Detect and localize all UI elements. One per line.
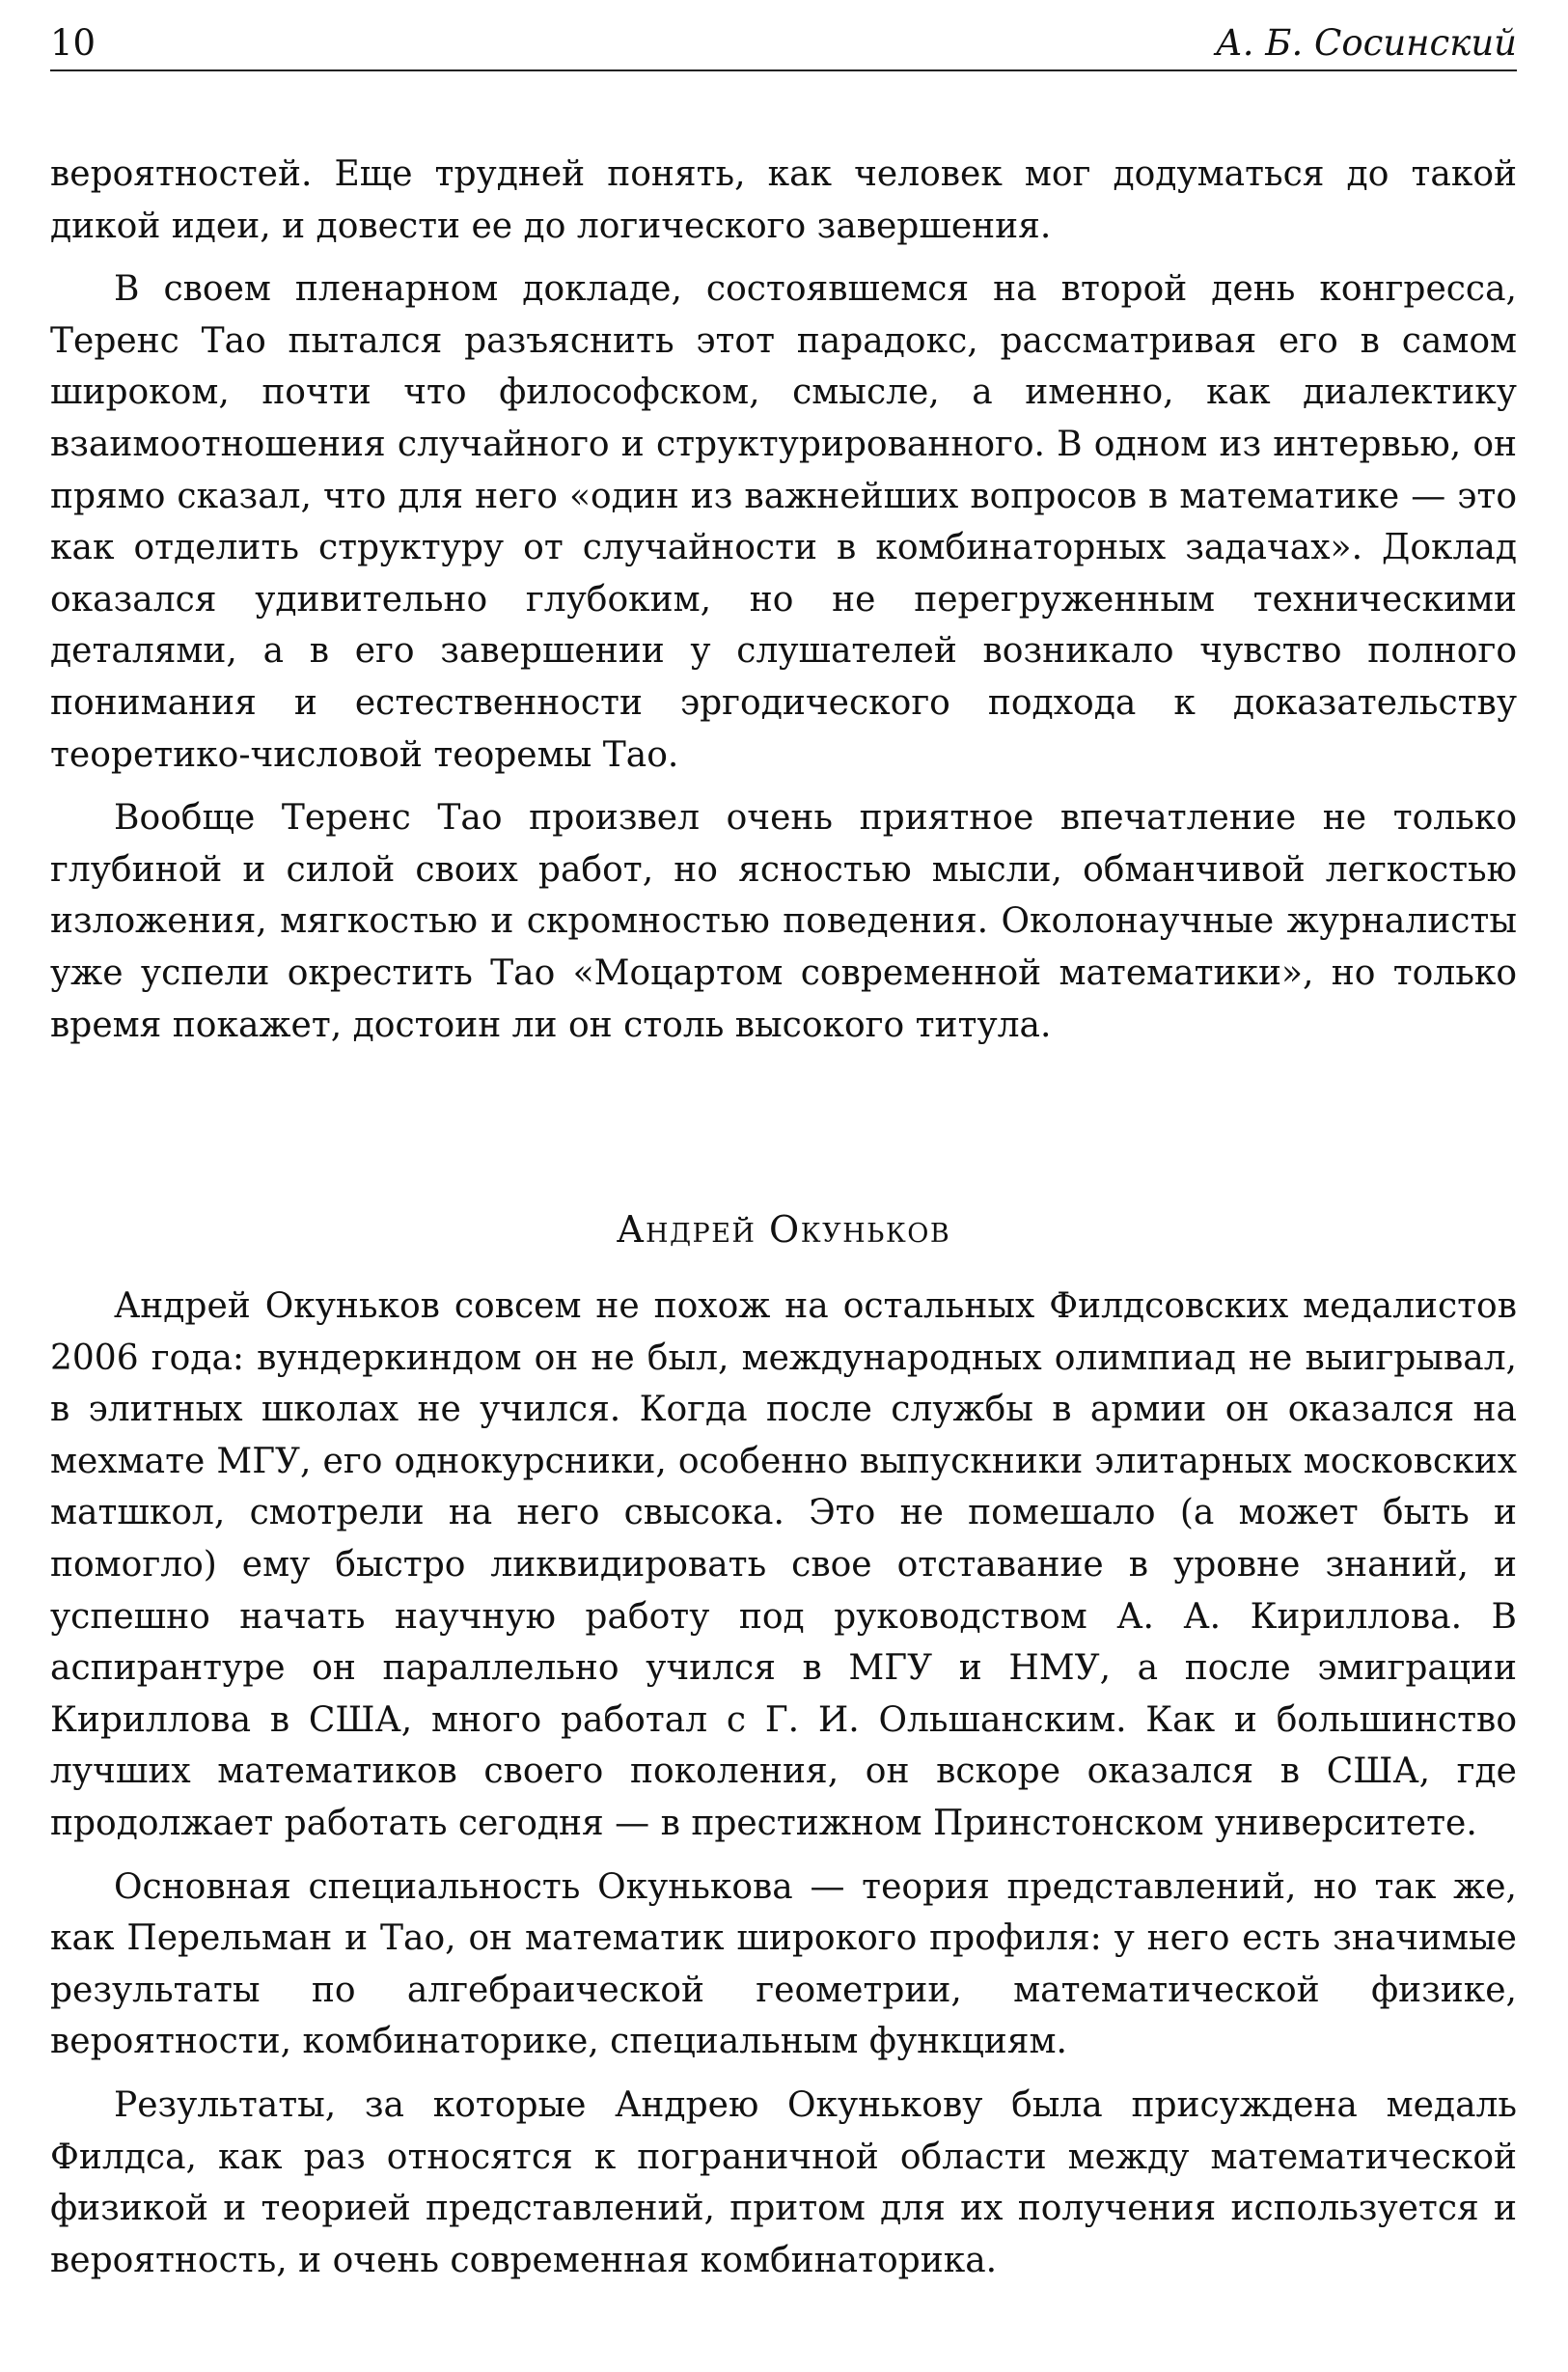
section-heading: Андрей Окуньков (616, 1208, 951, 1252)
paragraph-okounkov-specialty: Основная специальность Окунькова — теория представлений, но так же, как Перельман и Тао, он математик широкого профиля: у него есть значимые результаты по алгебраической геометрии, математической физике, вероятности, комбинаторике, специальным функциям. (50, 1866, 1517, 2062)
page-number: 10 (50, 22, 96, 64)
paragraph-okounkov-bio: Андрей Окуньков совсем не похож на остальных Филдсовских медалистов 2006 года: вундеркиндом он не был, международных олимпиад не выигрывал, в элитных школах не учился. Когда после службы в армии он оказался на мехмате МГУ, его однокурсники, особенно выпускники элитарных московских матшкол, смотрели на него свысока. Это не помешало (а может быть и помогло) ему быстро ликвидировать свое отставание в уровне знаний, и успешно начать научную работу под руководством А. А. Кириллова. В аспирантуре он параллельно учился в МГУ и НМУ, а после эмиграции Кириллова в США, много работал с Г. И. Ольшанским. Как и большинство лучших математиков своего поколения, он вскоре оказался в США, где продолжает работать сегодня — в престижном Принстонском университете. (50, 1286, 1517, 1844)
paragraph-okounkov-results: Результаты, за которые Андрею Окунькову была присуждена медаль Филдса, как раз относятся к пограничной области между математической физикой и теорией представлений, притом для их получения используется и вероятность, и очень современная комбинаторика. (50, 2085, 1517, 2280)
body-text (50, 149, 1517, 2286)
paragraph-continuation: вероятностей. Еще трудней понять, как человек мог додуматься до такой дикой идеи, и довести ее до логического завершения. (50, 154, 1517, 246)
book-page (50, 23, 1517, 2298)
author-running-title: А. Б. Сосинский (1215, 22, 1517, 64)
running-head (50, 23, 1517, 71)
paragraph-tao-impression: Вообще Теренс Тао произвел очень приятное впечатление не только глубиной и силой своих работ, но ясностью мысли, обманчивой легкостью изложения, мягкостью и скромностью поведения. Околонаучные журналисты уже успели окрестить Тао «Моцартом современной математики», но только время покажет, достоин ли он столь высокого титула. (50, 798, 1517, 1045)
paragraph-plenary-talk: В своем пленарном докладе, состоявшемся на второй день конгресса, Теренс Тао пытался разъяснить этот парадокс, рассматривая его в самом широком, почти что философском, смысле, а именно, как диалектику взаимоотношения случайного и структурированного. В одном из интервью, он прямо сказал, что для него «один из важнейших вопросов в математике — это как отделить структуру от случайности в комбинаторных задачах». Доклад оказался удивительно глубоким, но не перегруженным техническими деталями, а в его завершении у слушателей возникало чувство полного понимания и естественности эргодического подхода к доказательству теоретико-числовой теоремы Тао. (50, 269, 1517, 775)
